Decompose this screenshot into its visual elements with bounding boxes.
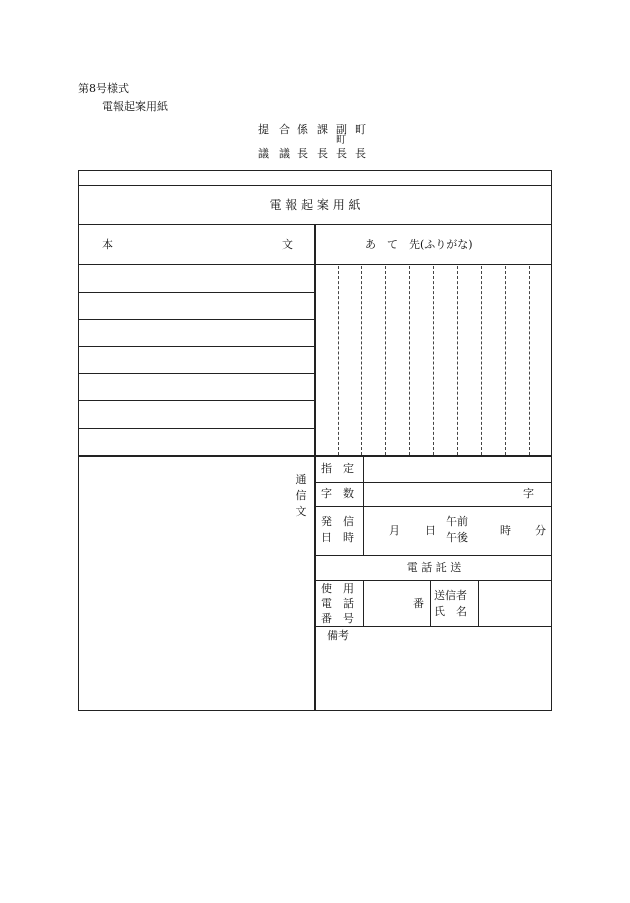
cell-divider (430, 580, 431, 626)
approval-label-sub: 町 (336, 135, 346, 146)
approval-label: 議 (279, 147, 290, 160)
ban-unit: 番 (413, 597, 424, 610)
hasshin-label: 日 時 (321, 531, 354, 544)
shitei-label: 指 定 (321, 462, 354, 475)
hour-unit: 時 (500, 524, 511, 537)
tsushinbun-area[interactable] (79, 457, 293, 710)
approval-label: 町 (355, 123, 366, 136)
shiyou-label: 使 用 (321, 582, 354, 595)
sender-name-field[interactable] (480, 581, 551, 625)
approval-label: 長 (297, 147, 308, 160)
approval-label: 係 (297, 123, 308, 136)
approval-label: 議 (258, 147, 269, 160)
divider (316, 506, 552, 507)
divider (316, 555, 552, 556)
denwa-takusou-label: 電 話 託 送 (406, 561, 462, 574)
atesaki-label: あ て 先(ふりがな) (365, 238, 473, 251)
form-number: 第8号様式 (78, 82, 129, 95)
shiyou-label: 番 号 (321, 612, 354, 625)
tsushinbun-label: 通信文 (295, 473, 307, 518)
pm-label: 午後 (446, 531, 468, 544)
approval-label: 長 (355, 147, 366, 160)
cell-divider (478, 580, 479, 626)
minute-unit: 分 (535, 524, 546, 537)
approval-label: 副 (336, 123, 347, 136)
cell-divider (363, 580, 364, 626)
approval-label: 長 (317, 147, 328, 160)
hasshin-label: 発 信 (321, 515, 354, 528)
bikou-label: 備考 (327, 629, 349, 642)
honbun-label: 文 (282, 238, 293, 251)
month-unit: 月 (389, 524, 400, 537)
divider (78, 185, 552, 186)
shiyou-label: 電 話 (321, 597, 354, 610)
ji-unit: 字 (523, 487, 534, 500)
soushinsha-label: 送信者 (434, 589, 467, 602)
form-subtitle: 電報起案用紙 (102, 100, 168, 113)
form-title: 電 報 起 案 用 紙 (269, 198, 361, 212)
jisuu-field[interactable] (364, 483, 519, 505)
am-label: 午前 (446, 515, 468, 528)
approval-label: 課 (317, 123, 328, 136)
jisuu-label: 字 数 (321, 487, 354, 500)
atesaki-area[interactable] (316, 265, 551, 455)
honbun-area[interactable] (79, 265, 314, 455)
approval-label: 提 (258, 123, 269, 136)
day-unit: 日 (425, 524, 436, 537)
divider (316, 626, 552, 627)
approval-label: 長 (336, 147, 347, 160)
honbun-label: 本 (102, 238, 113, 251)
shitei-field[interactable] (364, 458, 551, 481)
approval-label: 合 (279, 123, 290, 136)
soushinsha-label: 氏 名 (434, 605, 467, 618)
